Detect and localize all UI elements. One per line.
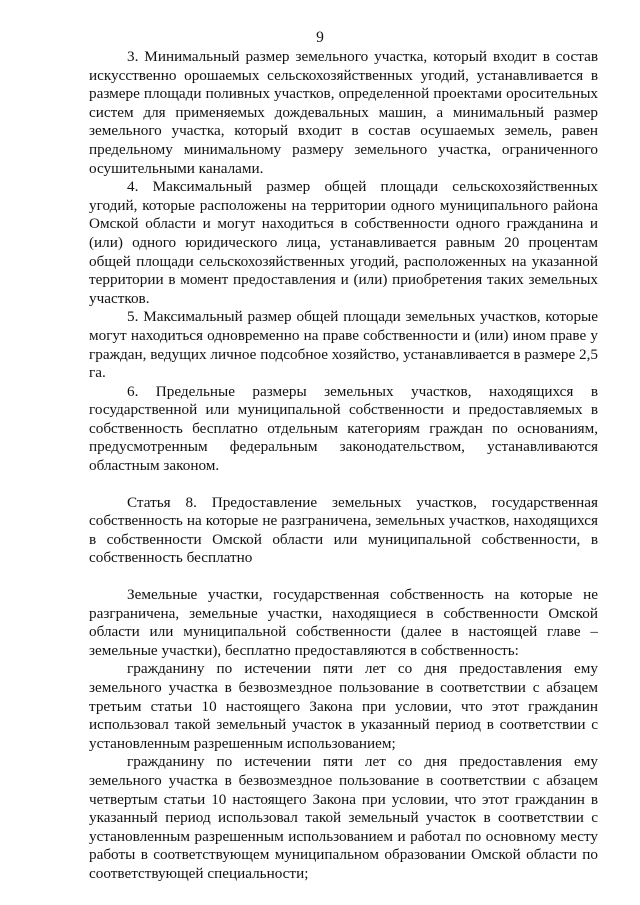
paragraph-6: 6. Предельные размеры земельных участков, находящихся в государственной или муниципальной собственности и предоставляемых в собственность бесплатно отдельным категориям граждан по основаниям, предусмотренным федеральным законодательством, устанавливаются областным законом. bbox=[89, 382, 598, 475]
article-8-item-1: гражданину по истечении пяти лет со дня предоставления ему земельного участка в безвозмездное пользование в соответствии с абзацем третьим статьи 10 настоящего Закона при условии, что этот гражданин использовал такой земельный участок в указанный период в соответствии с установленным разрешенным использованием; bbox=[89, 660, 598, 752]
paragraph-5: 5. Максимальный размер общей площади земельных участков, которые могут находиться одновременно на праве собственности и (или) ином праве у граждан, ведущих личное подсобное хозяйство, устанавливается в размере 2,5 га. bbox=[89, 308, 598, 382]
article-8-intro: Земельные участки, государственная собственность на которые не разграничена, земельные участки, находящиеся в собственности Омской области или муниципальной собственности (далее в настоящей главе – земельные участки), бесплатно предоставляются в собственность: bbox=[89, 586, 598, 659]
paragraph-3: 3. Минимальный размер земельного участка, который входит в состав искусственно орошаемых сельскохозяйственных угодий, устанавливается в размере площади поливных участков, определенной проектами оросительных систем для применяемых дождевальных машин, а минимальный размер земельного участка, который входит в состав осушаемых земель, равен предельному минимальному размеру земельного участка, ограниченного осушительными каналами. bbox=[89, 48, 598, 177]
document-body bbox=[89, 48, 598, 884]
paragraph-4: 4. Максимальный размер общей площади сельскохозяйственных угодий, которые расположены на территории одного муниципального района Омской области и могут находиться в собственности одного гражданина и (или) одного юридического лица, устанавливается равным 20 процентам общей площади сельскохозяйственных угодий, расположенных на указанной территории в момент предоставления и (или) приобретения таких земельных участков. bbox=[89, 178, 598, 307]
article-8-heading: Статья 8. Предоставление земельных участков, государственная собственность на которые не разграничена, земельных участков, находящихся в собственности Омской области или муниципальной собственности, в собственность бесплатно bbox=[89, 493, 598, 567]
page-number: 9 bbox=[316, 29, 324, 46]
article-8-item-2: гражданину по истечении пяти лет со дня предоставления ему земельного участка в безвозмездное пользование в соответствии с абзацем четвертым статьи 10 настоящего Закона при условии, что этот гражданин в указанный период использовал такой земельный участок в соответствии с установленным разрешенным использованием и работал по основному месту работы в соответствующем муниципальном образовании Омской области по соответствующей специальности; bbox=[89, 753, 598, 882]
